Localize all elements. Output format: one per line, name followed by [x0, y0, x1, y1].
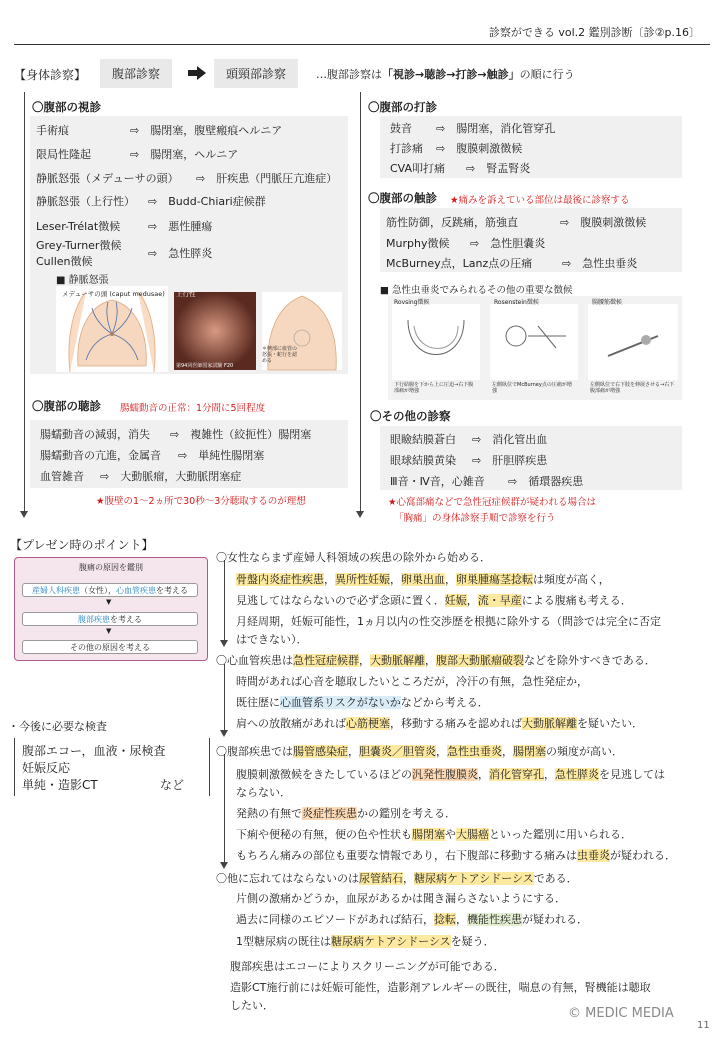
other-exam-title: 〇その他の診察 — [370, 409, 451, 423]
diagram-box-abdominal: 腹部疾患を考える — [22, 612, 198, 626]
point-1-line-3: 月経周期，妊娠可能性，1ヵ月以内の性交渉歴を根拠に除外する（問診では完全に否定 — [236, 615, 661, 628]
sign-label-psoas: 腸腰筋徴候 — [592, 299, 623, 306]
page-header — [0, 0, 722, 46]
diagram-title: 腹痛の原因を鑑別 — [79, 563, 143, 572]
auscultation-title: 〇腹部の聴診 — [32, 399, 101, 413]
auscultation-row-dx: ⇨ 複雑性（絞扼性）腸閉塞 — [170, 428, 312, 441]
percussion-row: 打診痛 — [390, 142, 423, 155]
palpation-note: ★痛みを訴えている部位は最後に診察する — [450, 195, 630, 206]
other-footnote-2: 「胸痛」の身体診察手順で診察を行う — [394, 513, 556, 524]
exams-label: ・今後に必要な検査 — [8, 720, 107, 733]
page-number: 11 — [697, 1020, 710, 1031]
venous-dilation-illustration — [56, 286, 344, 372]
palpation-row: Murphy徴候 — [386, 237, 450, 250]
inspection-row: 静脈怒張（上行性） — [36, 195, 135, 208]
auscultation-note: 腸蠕動音の正常：1分間に5回程度 — [120, 403, 266, 414]
sign-label-rosenstein: Rosenstein徴候 — [494, 299, 539, 306]
arrow-down-icon — [220, 640, 228, 647]
arrow-down-icon — [356, 511, 364, 518]
inspection-row: Leser-Trélat徴候 — [36, 220, 121, 233]
sign-caption-rosenstein: 左側臥位でMcBurney点の圧痛が増強 — [492, 382, 572, 394]
arrow-right-icon — [188, 66, 206, 83]
point-5-line-2: 造影CT施行前には妊娠可能性，造影剤アレルギーの既往，喘息の有無，腎機能は聴取 — [230, 981, 651, 994]
auscultation-row-dx: ⇨ 大動脈瘤，大動脈閉塞症 — [100, 470, 242, 483]
arrow-down-icon — [20, 511, 28, 518]
inspection-row: Grey-Turner徴候 — [36, 239, 122, 252]
other-row: 眼瞼結膜蒼白 — [390, 433, 456, 446]
point-4-line-2: 過去に同様のエピソードがあれば結石，捻転，機能性疾患が疑われる． — [236, 913, 588, 926]
other-row-dx: ⇨ 消化管出血 — [472, 433, 548, 446]
diagram-box-obgyn-cardio: 産婦人科疾患（女性），心血管疾患を考える — [22, 583, 198, 597]
inspection-row-dx: ⇨ 腸閉塞，ヘルニア — [130, 148, 239, 161]
auscultation-row: 血管雑音 — [40, 470, 84, 483]
section-label-physical-exam: 【身体診察】 — [14, 68, 87, 82]
inspection-title: 〇腹部の視診 — [32, 100, 101, 114]
inspection-row: 限局性隆起 — [36, 148, 91, 161]
point-1-line-1: 骨盤内炎症性疾患，異所性妊娠，卵巣出血，卵巣腫瘍茎捻転は頻度が高く， — [236, 573, 610, 586]
percussion-row: 鼓音 — [390, 122, 412, 135]
exam-line-3: 単純・造影CT — [22, 778, 98, 792]
points-line-1 — [224, 560, 225, 642]
exam-line-2: 妊娠反応 — [22, 761, 71, 775]
image-caption: ＊臍部に血管の怒張・蛇行を認める — [262, 346, 298, 364]
presentation-points-label: 【プレゼン時のポイント】 — [10, 538, 154, 552]
auscultation-row-dx: ⇨ 単純性腸閉塞 — [178, 449, 265, 462]
palpation-row-dx: ⇨ 腹膜刺激徴候 — [560, 216, 647, 229]
flow-step-abdomen: 腹部診察 — [100, 59, 172, 88]
inspection-row-dx: ⇨ 急性膵炎 — [148, 247, 213, 260]
other-row: 眼球結膜黄染 — [390, 454, 456, 467]
point-1-line-4: はできない）． — [236, 633, 308, 646]
percussion-row-dx: ⇨ 腸閉塞，消化管穿孔 — [436, 122, 556, 135]
sign-caption-rovsing: 下行結腸を下から上に圧迫→右下腹部痛が増強 — [394, 382, 474, 394]
sign-caption-psoas: 左側臥位で右下肢を伸展させる→右下腹部痛が増強 — [590, 382, 675, 394]
other-row: Ⅲ音・Ⅳ音，心雑音 — [390, 475, 485, 488]
exam-line-3-suffix: など — [160, 778, 185, 792]
point-5-line-1: 腹部疾患はエコーによりスクリーニングが可能である． — [230, 960, 505, 973]
point-3-line-4: 下痢や便秘の有無，便の色や性状も腸閉塞や大腸癌といった鑑別に用いられる． — [236, 828, 632, 841]
palpation-title: 〇腹部の触診 — [368, 191, 437, 205]
other-row-dx: ⇨ 循環器疾患 — [508, 475, 584, 488]
point-2-intro: 〇心血管疾患は急性冠症候群，大動脈解離，腹部大動脈瘤破裂などを除外すべきである． — [216, 654, 656, 667]
point-5-line-3: したい． — [230, 999, 274, 1012]
other-row-dx: ⇨ 肝胆膵疾患 — [472, 454, 548, 467]
palpation-image-heading: ■ 急性虫垂炎でみられるその他の重要な徴候 — [380, 285, 573, 296]
inspection-row-dx: ⇨ 肝疾患（門脈圧亢進症） — [196, 172, 338, 185]
flow-step-head-neck: 頭頸部診察 — [214, 59, 298, 88]
point-3-intro: 〇腹部疾患では腸管感染症，胆嚢炎／胆管炎，急性虫垂炎，腸閉塞の頻度が高い． — [216, 745, 623, 758]
point-4-line-3: 1型糖尿病の既往は糖尿病ケトアシドーシスを疑う． — [236, 935, 495, 948]
palpation-row-dx: ⇨ 急性胆嚢炎 — [470, 237, 546, 250]
arrow-down-icon — [220, 730, 228, 737]
percussion-row: CVA叩打痛 — [390, 162, 446, 175]
percussion-row-dx: ⇨ 腎盂腎炎 — [466, 162, 531, 175]
header-divider — [14, 44, 710, 45]
percussion-row-dx: ⇨ 腹膜刺激徴候 — [436, 142, 523, 155]
auscultation-row: 腸蠕動音の亢進，金属音 — [40, 449, 161, 462]
inspection-row-dx: ⇨ 腸閉塞，腹壁瘢痕ヘルニア — [130, 124, 283, 137]
exam-line-1: 腹部エコー，血液・尿検査 — [22, 744, 166, 758]
image-credit: 第94回医師国家試験 F20 — [176, 363, 234, 369]
point-3-line-3: 発熱の有無で炎症性疾患かの鑑別を考える． — [236, 807, 456, 820]
point-4-intro: 〇他に忘れてはならないのは尿管結石，糖尿病ケトアシドーシスである． — [216, 872, 578, 885]
palpation-row: McBurney点，Lanz点の圧痛 — [386, 257, 533, 270]
point-3-line-2: ならない． — [236, 786, 291, 799]
sign-label-rovsing: Rovsing徴候 — [394, 299, 430, 306]
chevron-down-icon: ▼ — [106, 627, 112, 635]
inspection-row: Cullen徴候 — [36, 255, 93, 268]
auscultation-footnote: ★腹壁の1～2ヵ所で30秒～3分聴取するのが理想 — [96, 496, 306, 507]
point-1-line-2: 見逃してはならないので必ず念頭に置く．妊娠，流・早産による腹痛も考える． — [236, 594, 632, 607]
chevron-down-icon: ▼ — [106, 598, 112, 606]
copyright: © MEDIC MEDIA — [568, 1006, 674, 1021]
image-label-medusa: メデューサの頭 (caput medusae) — [62, 290, 165, 298]
inspection-image-heading: ■ 静脈怒張 — [56, 275, 109, 286]
points-line-2 — [224, 664, 225, 732]
left-flow-line — [24, 92, 25, 512]
point-3-line-5: もちろん痛みの部位も重要な情報であり，右下腹部に移動する痛みは虫垂炎が疑われる． — [236, 849, 676, 862]
image-label-ascending: 上行性 — [176, 290, 196, 298]
percussion-title: 〇腹部の打診 — [368, 100, 437, 114]
diagram-box-other: その他の原因を考える — [22, 640, 198, 654]
inspection-row: 手術痕 — [36, 124, 69, 137]
auscultation-row: 腸蠕動音の減弱，消失 — [40, 428, 150, 441]
header-title: 診察ができる vol.2 鑑別診断〔診②p.16〕 — [488, 26, 700, 39]
point-3-line-1: 腹膜刺激徴候をきたしているほどの汎発性腹膜炎，消化管穿孔，急性膵炎を見逃しては — [236, 768, 665, 781]
palpation-row: 筋性防御，反跳痛，筋強直 — [386, 216, 518, 229]
inspection-row-dx: ⇨ 悪性腫瘍 — [148, 220, 213, 233]
flow-note: …腹部診察は「視診→聴診→打診→触診」の順に行う — [316, 68, 575, 81]
point-1-intro: 〇女性ならまず産婦人科領域の疾患の除外から始める． — [216, 551, 491, 564]
point-2-line-3: 肩への放散痛があれば心筋梗塞，移動する痛みを認めれば大動脈解離を疑いたい． — [236, 717, 643, 730]
other-footnote-1: ★心窩部痛などで急性冠症候群が疑われる場合は — [388, 497, 597, 508]
point-4-line-1: 片側の激痛かどうか，血尿があるかは聞き漏らさないようにする． — [236, 892, 566, 905]
right-flow-line — [360, 92, 361, 512]
point-2-line-1: 時間があれば心音を聴取したいところだが，冷汗の有無，急性発症か， — [236, 675, 588, 688]
inspection-row: 静脈怒張（メデューサの頭） — [36, 172, 179, 185]
point-2-line-2: 既往歴に心血管系リスクがないかなどから考える． — [236, 696, 489, 709]
arrow-down-icon — [220, 862, 228, 869]
points-line-3 — [224, 754, 225, 864]
inspection-row-dx: ⇨ Budd-Chiari症候群 — [148, 195, 266, 208]
palpation-row-dx: ⇨ 急性虫垂炎 — [562, 257, 638, 270]
